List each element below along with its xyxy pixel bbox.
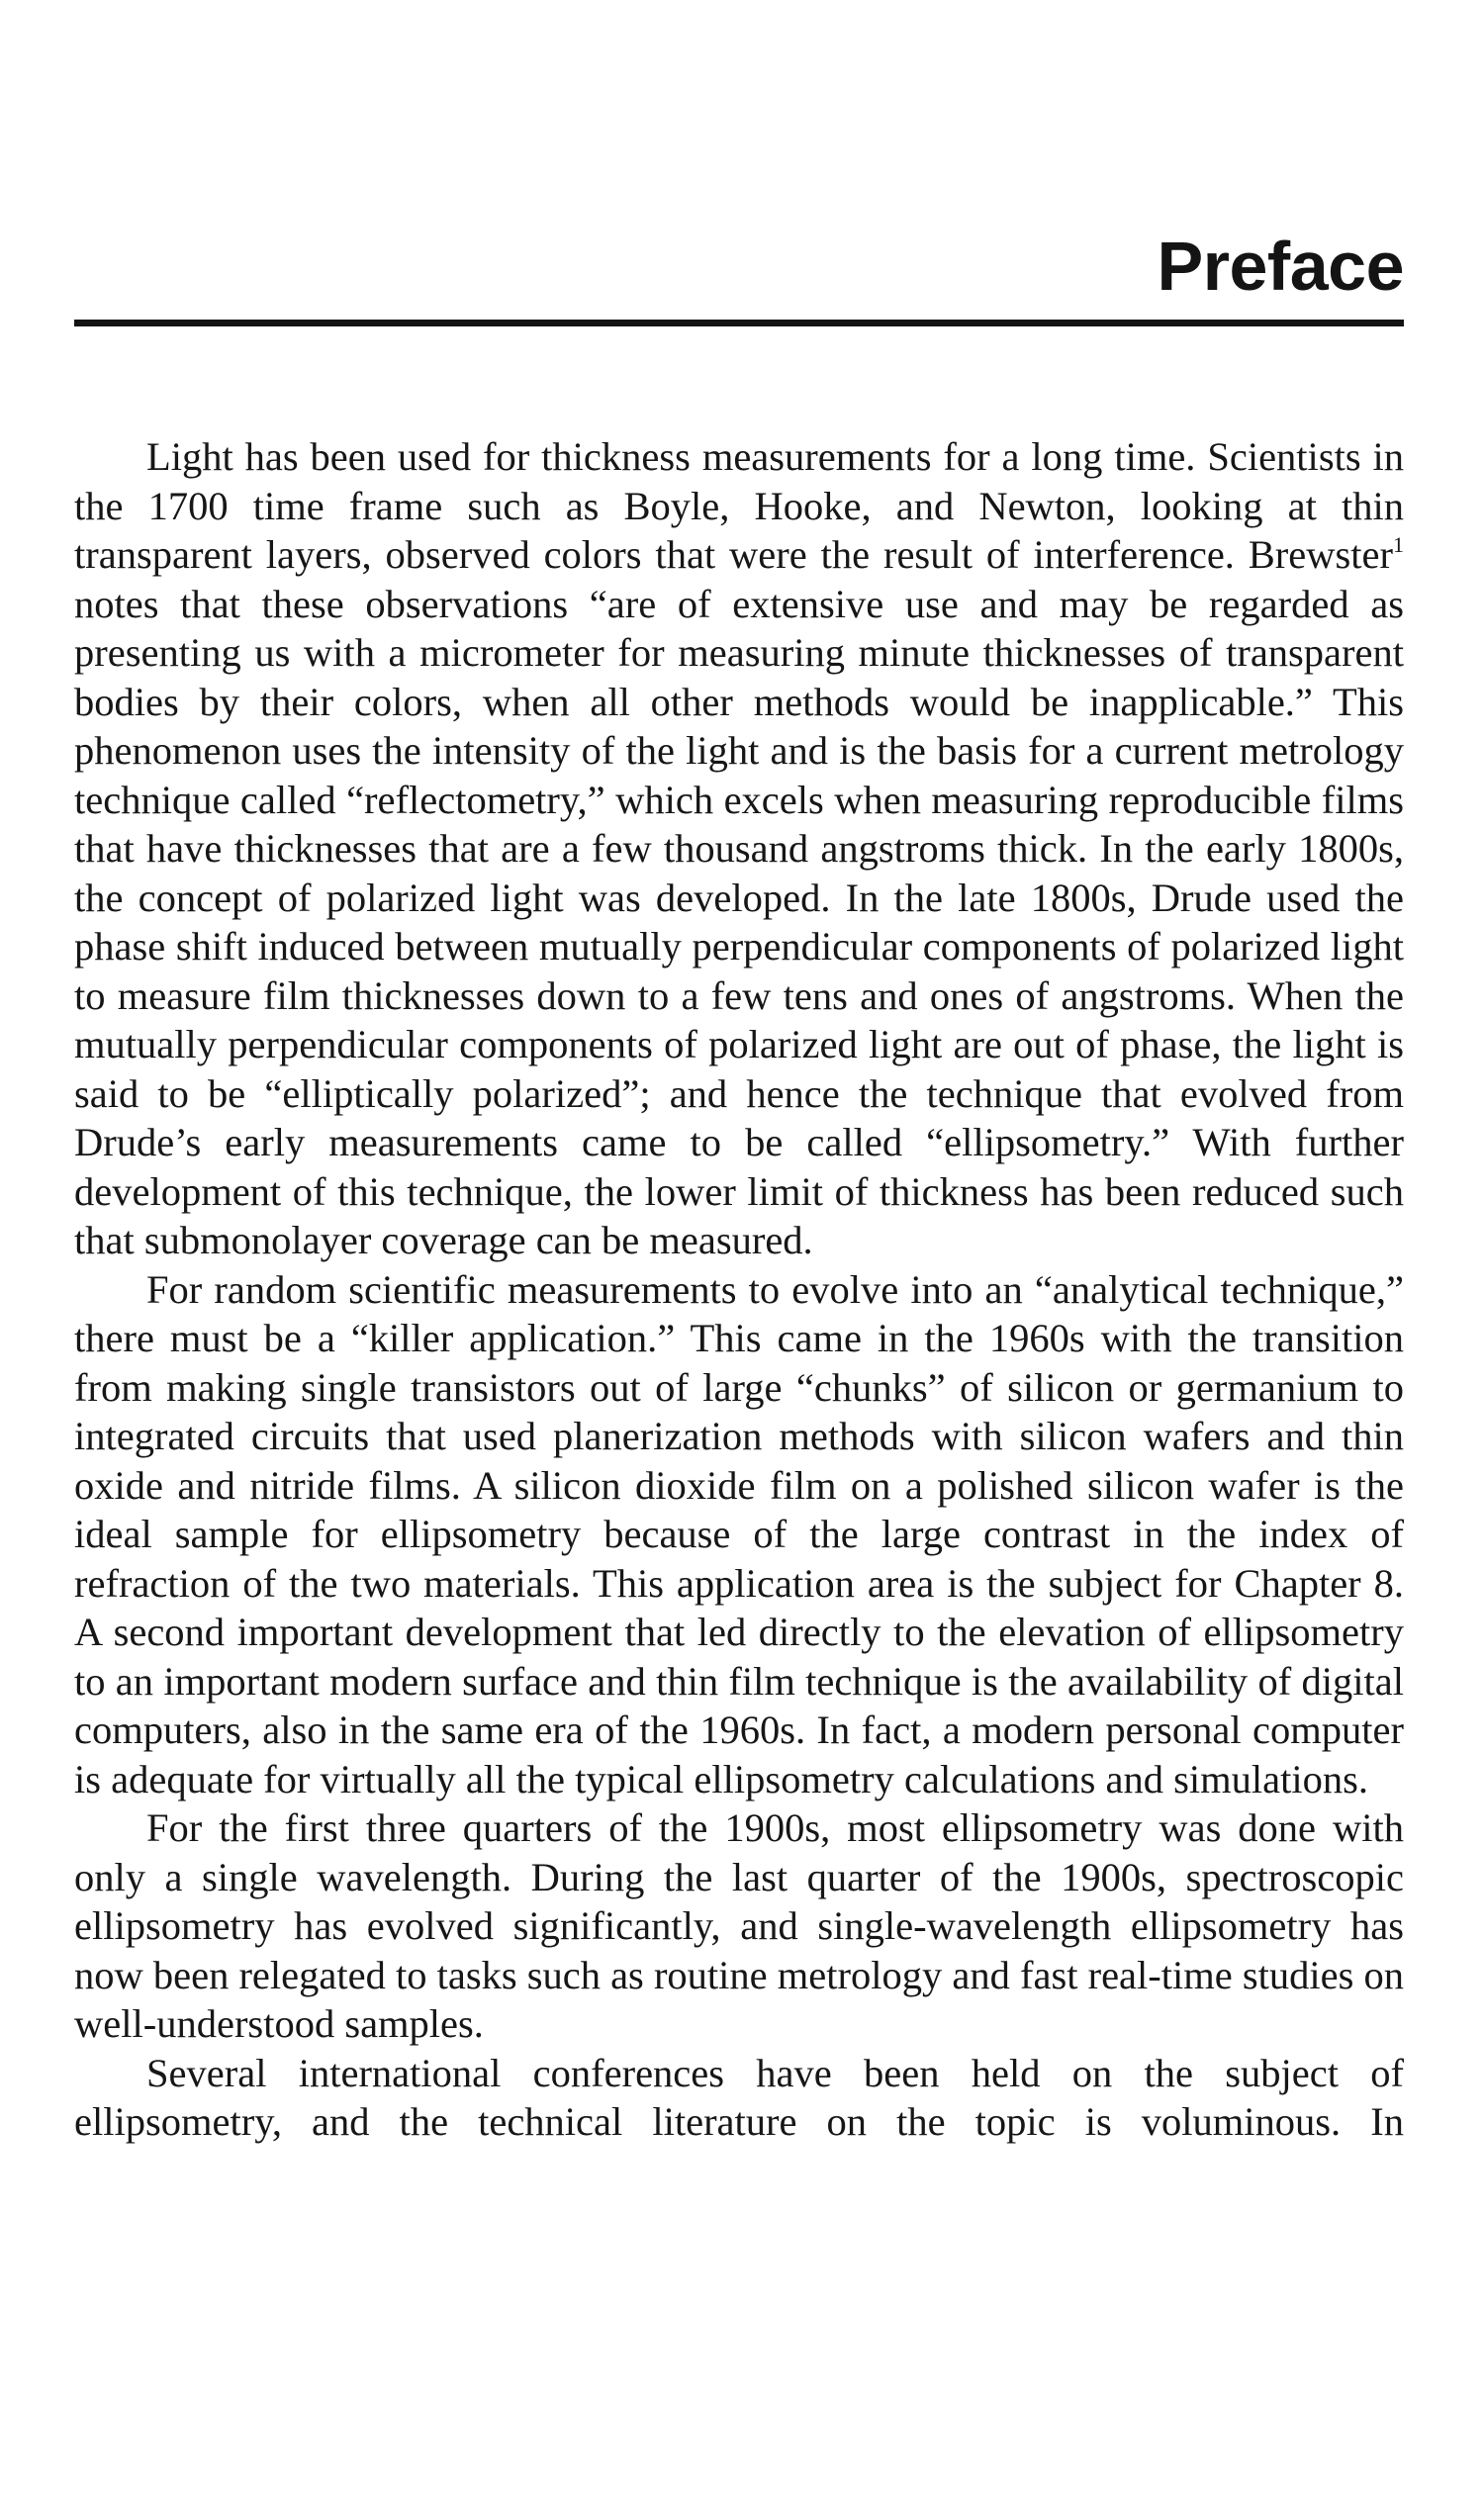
chapter-header (74, 218, 1404, 326)
page-title: Preface (1157, 228, 1404, 305)
paragraph-1-text-end: notes that these observations “are of extensive use and may be regarded as presenting us with a micrometer for measuring minute thicknesses of transparent bodies by their colors, when all other methods would be inapplicable.” This phenomenon uses the intensity of the light and is the basis for a current metrology technique called “reflectometry,” which excels when measuring reproducible films that have thicknesses that are a few thousand angstroms thick. In the early 1800s, the concept of polarized light was developed. In the late 1800s, Drude used the phase shift induced between mutually perpendicular components of polarized light to measure film thicknesses down to a few tens and ones of angstroms. When the mutually perpendicular components of polarized light are out of phase, the light is said to be “elliptically polarized”; and hence the technique that evolved from Drude’s early measurements came to be called “ellipsometry.” With further development of this technique, the lower limit of thickness has been reduced such that submonolayer coverage can be measured. (74, 581, 1404, 1262)
paragraph-1 (74, 432, 1404, 1265)
paragraph-1-text-start: Light has been used for thickness measurements for a long time. Scientists in the 1700 time frame such as Boyle, Hooke, and Newton, looking at thin transparent layers, observed colors that were the result of interference. Brewster (74, 434, 1404, 577)
paragraph-3: For the first three quarters of the 1900s, most ellipsometry was done with only a single wavelength. During the last quarter of the 1900s, spectroscopic ellipsometry has evolved significantly, and single-wavelength ellipsometry has now been relegated to tasks such as routine metrology and fast real-time studies on well-understood samples. (74, 1805, 1404, 2046)
paragraph-4: Several international conferences have been held on the subject of ellipsometry, and the technical literature on the topic is voluminous. In (74, 2050, 1404, 2144)
title-rule (74, 320, 1404, 326)
footnote-reference: 1 (1393, 532, 1404, 557)
paragraph-2: For random scientific measurements to evolve into an “analytical technique,” there must be a “killer application.” This came in the 1960s with the transition from making single transistors out of large “chunks” of silicon or germanium to integrated circuits that used planerization methods with silicon wafers and thin oxide and nitride films. A silicon dioxide film on a polished silicon wafer is the ideal sample for ellipsometry because of the large contrast in the index of refraction of the two materials. This application area is the subject for Chapter 8. A second important development that led directly to the elevation of ellipsometry to an important modern surface and thin film technique is the availability of digital computers, also in the same era of the 1960s. In fact, a modern personal computer is adequate for virtually all the typical ellipsometry calculations and simulations. (74, 1266, 1404, 1801)
body-text (74, 432, 1404, 2147)
